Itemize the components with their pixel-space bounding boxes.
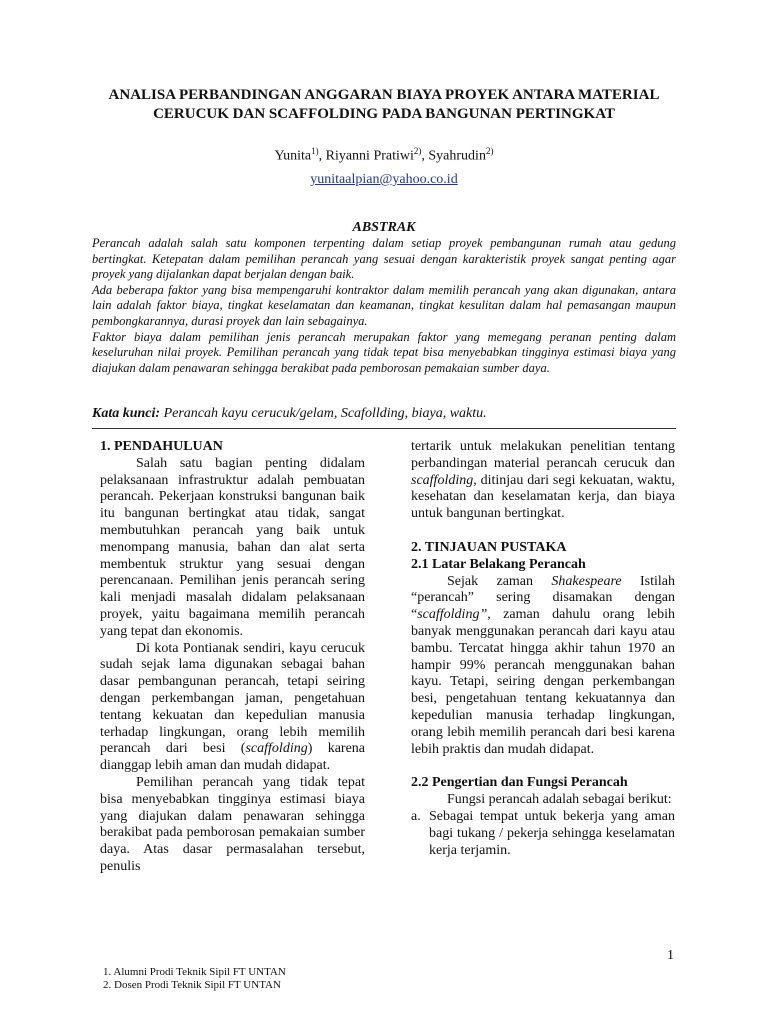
section-1-heading: 1. PENDAHULUAN bbox=[100, 439, 223, 454]
author-3-affiliation: 2) bbox=[485, 146, 494, 156]
footnotes bbox=[103, 966, 286, 991]
email-link[interactable]: yunitaalpian@yahoo.co.id bbox=[310, 172, 458, 187]
text-run: zaman dahulu orang lebih banyak menggunakan perancah dari kayu atau bambu. Tercatat hingga akhir tahun 1970 an hampir 99% perancah menggunakan bahan kayu. Tetapi, seiring dengan perkembangan besi, pengetahuan tentang kekuatannya dan kepedulian manusia terhadap lingkungan, orang lebih memilih perancah dari besi karena lebih praktis dan mudah didapat. bbox=[411, 607, 675, 757]
list-marker: a. bbox=[411, 808, 421, 824]
abstract-body bbox=[92, 236, 676, 376]
body-paragraph bbox=[411, 439, 675, 523]
right-column bbox=[411, 439, 675, 859]
email-line bbox=[0, 172, 768, 188]
left-column bbox=[100, 439, 365, 876]
subsection-2-1-heading: 2.1 Latar Belakang Perancah bbox=[411, 556, 586, 572]
text-run: tertarik untuk melakukan penelitian tentang perbandingan material perancah cerucuk dan bbox=[411, 439, 675, 471]
abstract-heading: ABSTRAK bbox=[352, 220, 416, 235]
page-number: 1 bbox=[667, 948, 674, 963]
text-run: Istilah “perancah” sering disamakan dengan “ bbox=[411, 573, 675, 623]
title-line-1: ANALISA PERBANDINGAN ANGGARAN BIAYA PROYEK ANTARA MATERIAL bbox=[108, 87, 660, 103]
author-1-affiliation: 1) bbox=[311, 146, 319, 156]
body-paragraph: Salah satu bagian penting didalam pelaksanaan infrastruktur adalah pembuatan perancah. Pekerjaan konstruksi bangunan baik itu bangunan bertingkat atau tidak, sangat membutuhkan perancah yang baik untuk menompang manusia, bahan dan alat serta membentuk struktur yang sesuai dengan perencanaan. Pemilihan jenis perancah sering kali menjadi masalah didalam pelaksanaan proyek, yaitu bagaimana memilih perancah yang tepat dan ekonomis. bbox=[100, 455, 365, 639]
abstract-paragraph: Perancah adalah salah satu komponen terpenting dalam setiap proyek pembangunan rumah atau gedung bertingkat. Ketepatan dalam pemilihan perancah yang sesuai dengan karakteristik proyek sangat penting agar proyek yang dijalankan dapat berjalan dengan baik. bbox=[92, 236, 676, 282]
text-run: ) karena dianggap lebih aman dan mudah didapat. bbox=[100, 741, 366, 774]
author-3: Syahrudin bbox=[428, 148, 486, 164]
author-1: Yunita bbox=[274, 148, 312, 164]
title-line-2: CERUCUK DAN SCAFFOLDING PADA BANGUNAN PERTINGKAT bbox=[153, 106, 615, 122]
body-paragraph bbox=[411, 574, 675, 759]
text-run: Di kota Pontianak sendiri, kayu cerucuk sudah sejak lama digunakan sebagai bahan dasar pembangunan perancah, tetapi seiring dengan perkembangan jaman, pengetahuan tentang kekuatan dan kepedulian manusia terhadap lingkungan, orang lebih memilih perancah dari besi ( bbox=[100, 640, 365, 757]
spacer bbox=[411, 758, 675, 775]
paper-title bbox=[60, 86, 708, 124]
italic-term: Shakespeare bbox=[551, 573, 622, 589]
author-separator: , bbox=[318, 148, 326, 164]
author-list bbox=[0, 146, 768, 165]
list-item bbox=[411, 809, 675, 859]
body-paragraph: Pemilihan perancah yang tidak tepat bisa menyebabkan tingginya estimasi biaya yang diajukan dalam penawaran sehingga berakibat pada pemborosan pemakaian sumber daya. Atas dasar permasalahan tersebut, penulis bbox=[100, 774, 365, 874]
section-2-heading: 2. TINJAUAN PUSTAKA bbox=[411, 539, 567, 555]
italic-term: scaffolding”, bbox=[417, 607, 491, 623]
keywords-label: Kata kunci: bbox=[92, 406, 161, 421]
author-2: Riyanni Pratiwi bbox=[325, 148, 414, 164]
keywords-text: Perancah kayu cerucuk/gelam, Scafollding, biaya, waktu. bbox=[160, 406, 487, 421]
spacer bbox=[411, 523, 675, 540]
text-run: Sejak zaman bbox=[447, 573, 552, 589]
text-run: , ditinjau dari segi kekuatan, waktu, kesehatan dan keselamatan kerja, dan biaya untuk bangunan bertingkat. bbox=[411, 472, 675, 522]
body-paragraph: Fungsi perancah adalah sebagai berikut: bbox=[447, 792, 672, 808]
list-item-text: Sebagai tempat untuk bekerja yang aman bagi tukang / pekerja sehingga keselamatan kerja terjamin. bbox=[429, 808, 675, 858]
italic-term: scaffolding bbox=[245, 741, 308, 757]
footnote: 1. Alumni Prodi Teknik Sipil FT UNTAN bbox=[103, 966, 286, 978]
abstract-paragraph: Faktor biaya dalam pemilihan jenis perancah merupakan faktor yang memegang peranan penting dalam keseluruhan nilai proyek. Pemilihan perancah yang tidak tepat bisa menyebabkan tingginya estimasi biaya yang diajukan dalam penawaran sehingga berakibat pada pemborosan pemakaian sumber daya. bbox=[92, 329, 676, 375]
author-separator: , bbox=[421, 148, 429, 164]
abstract-paragraph: Ada beberapa faktor yang bisa mempengaruhi kontraktor dalam memilih perancah yang akan digunakan, antara lain adalah faktor biaya, tingkat keselamatan dan keamanan, tingkat kesulitan dalam hal pemasangan maupun pembongkarannya, durasi proyek dan lain sebagainya. bbox=[92, 282, 676, 328]
author-2-affiliation: 2) bbox=[413, 146, 422, 156]
subsection-2-2-heading: 2.2 Pengertian dan Fungsi Perancah bbox=[411, 775, 628, 791]
footnote: 2. Dosen Prodi Teknik Sipil FT UNTAN bbox=[103, 978, 281, 991]
keywords bbox=[92, 406, 676, 422]
body-paragraph bbox=[100, 641, 365, 775]
header-divider bbox=[92, 428, 676, 429]
italic-term: scaffolding bbox=[411, 472, 474, 488]
